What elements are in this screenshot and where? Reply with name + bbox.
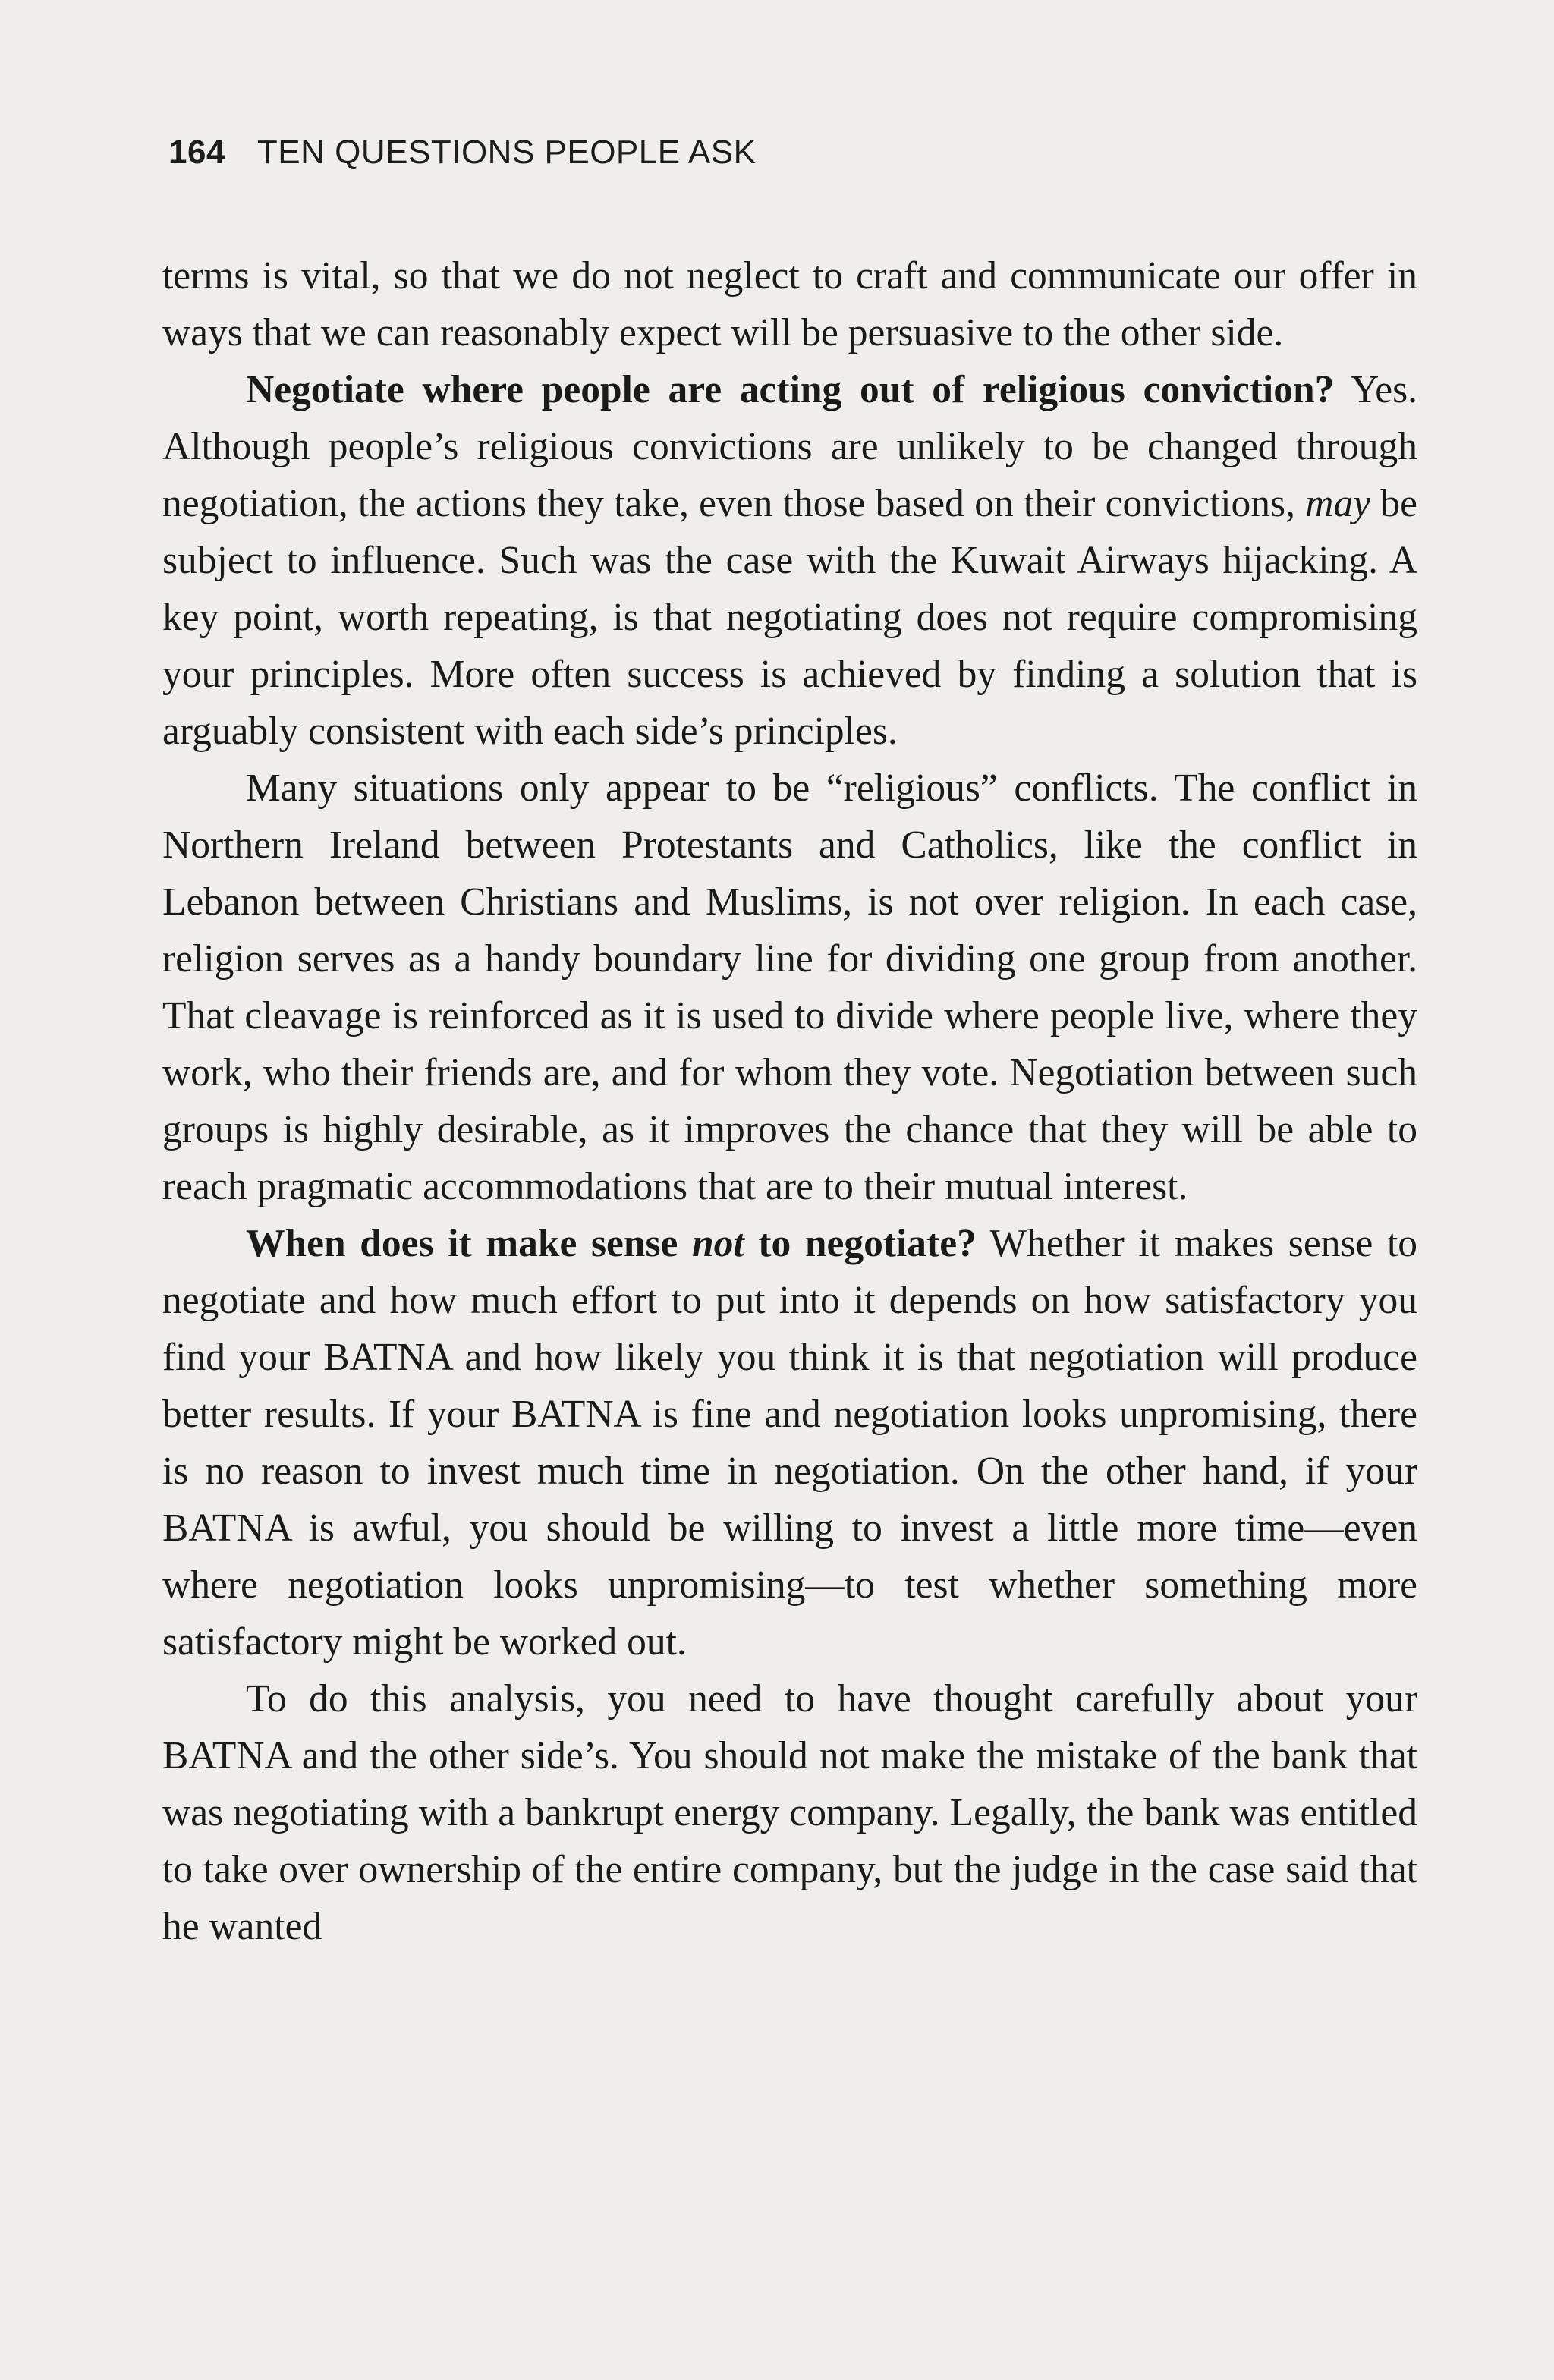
chapter-title: TEN QUESTIONS PEOPLE ASK bbox=[256, 134, 757, 171]
question-heading: When does it make sense not to negotiate? bbox=[246, 1222, 977, 1265]
emphasis-word: may bbox=[1305, 482, 1371, 525]
running-head bbox=[168, 134, 756, 172]
emphasis-word: not bbox=[692, 1222, 744, 1265]
paragraph-batna-analysis: To do this analysis, you need to have thought carefully about your BATNA and the other side’s. You should not make the mistake of the bank that was negotiating with a bankrupt energy company. Legally, the bank was entitled to take over ownership of the entire company, but the judge in the case said that he wanted bbox=[162, 1677, 1417, 1948]
page-number: 164 bbox=[168, 134, 225, 171]
paragraph-continuation: terms is vital, so that we do not neglect to craft and communicate our offer in ways that we can reasonably expect will be persuasive to the other side. bbox=[162, 254, 1417, 354]
paragraph-religious-conviction: Negotiate where people are acting out of religious conviction? Yes. Although people’s religious convictions are unlikely to be changed through negotiation, the actions they take, even those based on their convictions, may be subject to influence. Such was the case with the Kuwait Airways hijacking. A key point, worth repeating, is that negotiating does not require compromising your principles. More often success is achieved by finding a solution that is arguably consistent with each side’s principles. bbox=[162, 368, 1417, 753]
paragraph-when-not-to-negotiate: When does it make sense not to negotiate? Whether it makes sense to negotiate and how much effort to put into it depends on how satisfactory you find your BATNA and how likely you think it is that negotiation will produce better results. If your BATNA is fine and negotiation looks unpromising, there is no reason to invest much time in negotiation. On the other hand, if your BATNA is awful, you should be willing to invest a little more time—even where negotiation looks unpromising—to test whether something more satisfactory might be worked out. bbox=[162, 1222, 1418, 1664]
question-heading: Negotiate where people are acting out of religious conviction? bbox=[246, 368, 1335, 411]
body-text bbox=[162, 247, 1417, 1955]
paragraph-religious-conflicts: Many situations only appear to be “religious” conflicts. The conflict in Northern Ireland between Protestants and Catholics, like the conflict in Lebanon between Christians and Muslims, is not over religion. In each case, religion serves as a handy boundary line for dividing one group from another. That cleavage is reinforced as it is used to divide where people live, where they work, who their friends are, and for whom they vote. Negotiation between such groups is highly desirable, as it improves the chance that they will be able to reach pragmatic accommodations that are to their mutual interest. bbox=[162, 767, 1417, 1208]
